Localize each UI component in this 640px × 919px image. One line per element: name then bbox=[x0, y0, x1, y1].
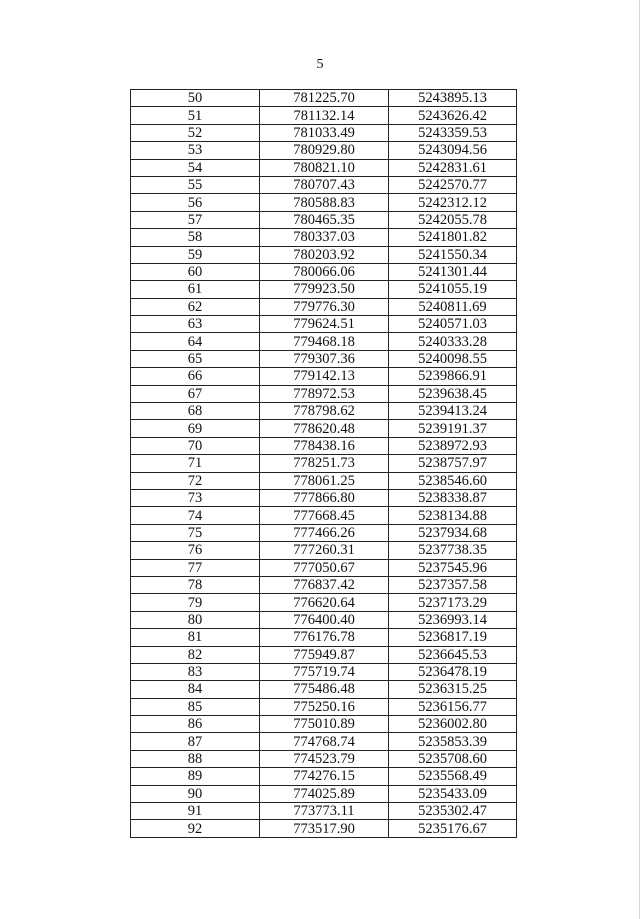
y-coordinate-cell: 5235302.47 bbox=[389, 803, 517, 820]
y-coordinate-cell: 5239413.24 bbox=[389, 403, 517, 420]
point-number-cell: 69 bbox=[131, 420, 260, 437]
point-number-cell: 79 bbox=[131, 594, 260, 611]
point-number-cell: 53 bbox=[131, 142, 260, 159]
x-coordinate-cell: 781033.49 bbox=[260, 124, 389, 141]
y-coordinate-cell: 5241550.34 bbox=[389, 246, 517, 263]
table-row bbox=[131, 594, 517, 611]
table-row bbox=[131, 716, 517, 733]
table-row bbox=[131, 420, 517, 437]
point-number-cell: 52 bbox=[131, 124, 260, 141]
x-coordinate-cell: 780066.06 bbox=[260, 263, 389, 280]
x-coordinate-cell: 777866.80 bbox=[260, 489, 389, 506]
y-coordinate-cell: 5235568.49 bbox=[389, 768, 517, 785]
y-coordinate-cell: 5239191.37 bbox=[389, 420, 517, 437]
point-number-cell: 68 bbox=[131, 403, 260, 420]
point-number-cell: 89 bbox=[131, 768, 260, 785]
table-row bbox=[131, 437, 517, 454]
point-number-cell: 86 bbox=[131, 716, 260, 733]
x-coordinate-cell: 780821.10 bbox=[260, 159, 389, 176]
point-number-cell: 63 bbox=[131, 316, 260, 333]
point-number-cell: 59 bbox=[131, 246, 260, 263]
y-coordinate-cell: 5236156.77 bbox=[389, 698, 517, 715]
x-coordinate-cell: 778798.62 bbox=[260, 403, 389, 420]
table-row bbox=[131, 403, 517, 420]
table-row bbox=[131, 350, 517, 367]
point-number-cell: 92 bbox=[131, 820, 260, 837]
x-coordinate-cell: 779776.30 bbox=[260, 298, 389, 315]
x-coordinate-cell: 778251.73 bbox=[260, 455, 389, 472]
point-number-cell: 65 bbox=[131, 350, 260, 367]
table-row bbox=[131, 542, 517, 559]
y-coordinate-cell: 5236993.14 bbox=[389, 611, 517, 628]
table-row bbox=[131, 281, 517, 298]
x-coordinate-cell: 780465.35 bbox=[260, 211, 389, 228]
x-coordinate-cell: 780929.80 bbox=[260, 142, 389, 159]
x-coordinate-cell: 773517.90 bbox=[260, 820, 389, 837]
y-coordinate-cell: 5240811.69 bbox=[389, 298, 517, 315]
point-number-cell: 66 bbox=[131, 368, 260, 385]
x-coordinate-cell: 776176.78 bbox=[260, 629, 389, 646]
table-row bbox=[131, 229, 517, 246]
x-coordinate-cell: 781225.70 bbox=[260, 90, 389, 107]
point-number-cell: 83 bbox=[131, 663, 260, 680]
table-row bbox=[131, 472, 517, 489]
y-coordinate-cell: 5238757.97 bbox=[389, 455, 517, 472]
point-number-cell: 73 bbox=[131, 489, 260, 506]
point-number-cell: 64 bbox=[131, 333, 260, 350]
point-number-cell: 71 bbox=[131, 455, 260, 472]
point-number-cell: 57 bbox=[131, 211, 260, 228]
table-row bbox=[131, 333, 517, 350]
point-number-cell: 61 bbox=[131, 281, 260, 298]
x-coordinate-cell: 778061.25 bbox=[260, 472, 389, 489]
x-coordinate-cell: 774768.74 bbox=[260, 733, 389, 750]
point-number-cell: 67 bbox=[131, 385, 260, 402]
y-coordinate-cell: 5235708.60 bbox=[389, 750, 517, 767]
point-number-cell: 55 bbox=[131, 176, 260, 193]
point-number-cell: 80 bbox=[131, 611, 260, 628]
y-coordinate-cell: 5238972.93 bbox=[389, 437, 517, 454]
x-coordinate-cell: 774025.89 bbox=[260, 785, 389, 802]
y-coordinate-cell: 5236315.25 bbox=[389, 681, 517, 698]
point-number-cell: 77 bbox=[131, 559, 260, 576]
point-number-cell: 90 bbox=[131, 785, 260, 802]
x-coordinate-cell: 773773.11 bbox=[260, 803, 389, 820]
x-coordinate-cell: 776400.40 bbox=[260, 611, 389, 628]
y-coordinate-cell: 5243359.53 bbox=[389, 124, 517, 141]
y-coordinate-cell: 5242831.61 bbox=[389, 159, 517, 176]
y-coordinate-cell: 5236478.19 bbox=[389, 663, 517, 680]
table-row bbox=[131, 629, 517, 646]
x-coordinate-cell: 774276.15 bbox=[260, 768, 389, 785]
x-coordinate-cell: 775250.16 bbox=[260, 698, 389, 715]
point-number-cell: 76 bbox=[131, 542, 260, 559]
point-number-cell: 51 bbox=[131, 107, 260, 124]
table-row bbox=[131, 785, 517, 802]
x-coordinate-cell: 777260.31 bbox=[260, 542, 389, 559]
table-row bbox=[131, 646, 517, 663]
y-coordinate-cell: 5236645.53 bbox=[389, 646, 517, 663]
y-coordinate-cell: 5241055.19 bbox=[389, 281, 517, 298]
point-number-cell: 81 bbox=[131, 629, 260, 646]
x-coordinate-cell: 775949.87 bbox=[260, 646, 389, 663]
table-row bbox=[131, 768, 517, 785]
table-row bbox=[131, 663, 517, 680]
x-coordinate-cell: 777668.45 bbox=[260, 507, 389, 524]
table-row bbox=[131, 368, 517, 385]
x-coordinate-cell: 778972.53 bbox=[260, 385, 389, 402]
y-coordinate-cell: 5238546.60 bbox=[389, 472, 517, 489]
y-coordinate-cell: 5243895.13 bbox=[389, 90, 517, 107]
y-coordinate-cell: 5236817.19 bbox=[389, 629, 517, 646]
y-coordinate-cell: 5243094.56 bbox=[389, 142, 517, 159]
y-coordinate-cell: 5238338.87 bbox=[389, 489, 517, 506]
table-row bbox=[131, 263, 517, 280]
point-number-cell: 72 bbox=[131, 472, 260, 489]
y-coordinate-cell: 5237545.96 bbox=[389, 559, 517, 576]
x-coordinate-cell: 781132.14 bbox=[260, 107, 389, 124]
y-coordinate-cell: 5235853.39 bbox=[389, 733, 517, 750]
table-row bbox=[131, 820, 517, 837]
table-row bbox=[131, 107, 517, 124]
table-row bbox=[131, 803, 517, 820]
x-coordinate-cell: 775486.48 bbox=[260, 681, 389, 698]
x-coordinate-cell: 779624.51 bbox=[260, 316, 389, 333]
point-number-cell: 85 bbox=[131, 698, 260, 715]
y-coordinate-cell: 5237173.29 bbox=[389, 594, 517, 611]
table-row bbox=[131, 142, 517, 159]
x-coordinate-cell: 778438.16 bbox=[260, 437, 389, 454]
x-coordinate-cell: 777466.26 bbox=[260, 524, 389, 541]
y-coordinate-cell: 5237738.35 bbox=[389, 542, 517, 559]
table-row bbox=[131, 90, 517, 107]
x-coordinate-cell: 780203.92 bbox=[260, 246, 389, 263]
point-number-cell: 58 bbox=[131, 229, 260, 246]
point-number-cell: 75 bbox=[131, 524, 260, 541]
y-coordinate-cell: 5242055.78 bbox=[389, 211, 517, 228]
y-coordinate-cell: 5239638.45 bbox=[389, 385, 517, 402]
point-number-cell: 88 bbox=[131, 750, 260, 767]
point-number-cell: 56 bbox=[131, 194, 260, 211]
table-row bbox=[131, 559, 517, 576]
y-coordinate-cell: 5241801.82 bbox=[389, 229, 517, 246]
x-coordinate-cell: 780337.03 bbox=[260, 229, 389, 246]
y-coordinate-cell: 5241301.44 bbox=[389, 263, 517, 280]
x-coordinate-cell: 778620.48 bbox=[260, 420, 389, 437]
x-coordinate-cell: 780707.43 bbox=[260, 176, 389, 193]
table-row bbox=[131, 611, 517, 628]
x-coordinate-cell: 777050.67 bbox=[260, 559, 389, 576]
table-row bbox=[131, 316, 517, 333]
y-coordinate-cell: 5236002.80 bbox=[389, 716, 517, 733]
point-number-cell: 54 bbox=[131, 159, 260, 176]
point-number-cell: 82 bbox=[131, 646, 260, 663]
coordinates-table bbox=[130, 89, 517, 838]
table-row bbox=[131, 507, 517, 524]
table-row bbox=[131, 124, 517, 141]
table-row bbox=[131, 385, 517, 402]
point-number-cell: 91 bbox=[131, 803, 260, 820]
x-coordinate-cell: 779468.18 bbox=[260, 333, 389, 350]
y-coordinate-cell: 5239866.91 bbox=[389, 368, 517, 385]
table-row bbox=[131, 159, 517, 176]
point-number-cell: 74 bbox=[131, 507, 260, 524]
table-row bbox=[131, 194, 517, 211]
x-coordinate-cell: 774523.79 bbox=[260, 750, 389, 767]
table-row bbox=[131, 455, 517, 472]
table-row bbox=[131, 298, 517, 315]
x-coordinate-cell: 775719.74 bbox=[260, 663, 389, 680]
y-coordinate-cell: 5238134.88 bbox=[389, 507, 517, 524]
table-row bbox=[131, 750, 517, 767]
point-number-cell: 70 bbox=[131, 437, 260, 454]
y-coordinate-cell: 5240571.03 bbox=[389, 316, 517, 333]
table-row bbox=[131, 733, 517, 750]
y-coordinate-cell: 5237357.58 bbox=[389, 576, 517, 593]
table-row bbox=[131, 681, 517, 698]
x-coordinate-cell: 779307.36 bbox=[260, 350, 389, 367]
table-row bbox=[131, 698, 517, 715]
y-coordinate-cell: 5240333.28 bbox=[389, 333, 517, 350]
x-coordinate-cell: 779923.50 bbox=[260, 281, 389, 298]
y-coordinate-cell: 5237934.68 bbox=[389, 524, 517, 541]
point-number-cell: 62 bbox=[131, 298, 260, 315]
table-row bbox=[131, 211, 517, 228]
y-coordinate-cell: 5235176.67 bbox=[389, 820, 517, 837]
point-number-cell: 87 bbox=[131, 733, 260, 750]
y-coordinate-cell: 5235433.09 bbox=[389, 785, 517, 802]
point-number-cell: 60 bbox=[131, 263, 260, 280]
point-number-cell: 50 bbox=[131, 90, 260, 107]
table-row bbox=[131, 246, 517, 263]
y-coordinate-cell: 5240098.55 bbox=[389, 350, 517, 367]
y-coordinate-cell: 5242570.77 bbox=[389, 176, 517, 193]
x-coordinate-cell: 776837.42 bbox=[260, 576, 389, 593]
point-number-cell: 78 bbox=[131, 576, 260, 593]
x-coordinate-cell: 776620.64 bbox=[260, 594, 389, 611]
table-row bbox=[131, 489, 517, 506]
table-row bbox=[131, 524, 517, 541]
table-row bbox=[131, 176, 517, 193]
y-coordinate-cell: 5243626.42 bbox=[389, 107, 517, 124]
x-coordinate-cell: 780588.83 bbox=[260, 194, 389, 211]
coordinates-table-body bbox=[131, 90, 517, 838]
x-coordinate-cell: 775010.89 bbox=[260, 716, 389, 733]
page-number: 5 bbox=[316, 57, 324, 72]
y-coordinate-cell: 5242312.12 bbox=[389, 194, 517, 211]
table-row bbox=[131, 576, 517, 593]
x-coordinate-cell: 779142.13 bbox=[260, 368, 389, 385]
point-number-cell: 84 bbox=[131, 681, 260, 698]
